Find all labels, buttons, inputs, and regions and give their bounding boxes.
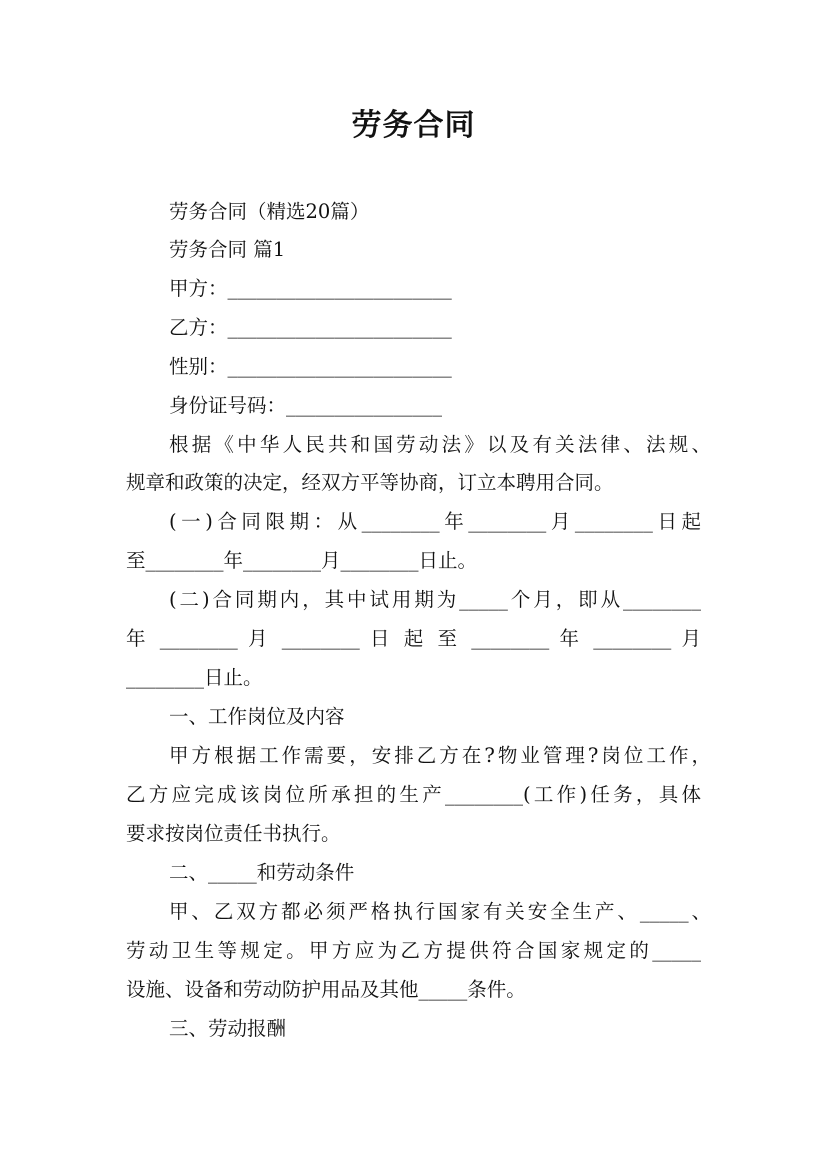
document-title: 劳务合同 bbox=[351, 108, 476, 143]
section-heading: 劳务合同 篇1 bbox=[169, 238, 286, 261]
body-line: 设施、设备和劳动防护用品及其他_____条件。 bbox=[126, 978, 526, 1001]
body-line: 甲、乙双方都必须严格执行国家有关安全生产、_____、 bbox=[169, 900, 711, 923]
gender-field: 性别：_______________________ bbox=[169, 355, 452, 378]
subtitle-line: 劳务合同（精选20篇） bbox=[169, 200, 370, 223]
body-line: 至________年________月________日止。 bbox=[126, 549, 478, 572]
body-line: 根据《中华人民共和国劳动法》以及有关法律、法规、 bbox=[169, 433, 711, 456]
body-line: (一)合同限期：从________年________月________日起 bbox=[169, 510, 701, 533]
party-b-field: 乙方：_______________________ bbox=[169, 316, 452, 339]
body-line: 甲方根据工作需要，安排乙方在?物业管理?岗位工作， bbox=[169, 744, 711, 767]
body-line: 劳动卫生等规定。甲方应为乙方提供符合国家规定的_____ bbox=[126, 939, 701, 962]
body-line: 乙方应完成该岗位所承担的生产________(工作)任务，具体 bbox=[126, 783, 701, 806]
id-number-field: 身份证号码：________________ bbox=[169, 394, 443, 417]
section-heading: 二、_____和劳动条件 bbox=[169, 861, 355, 884]
party-a-field: 甲方：_______________________ bbox=[169, 277, 452, 300]
body-line: (二)合同期内，其中试用期为_____个月，即从________ bbox=[169, 588, 701, 611]
section-heading: 一、工作岗位及内容 bbox=[169, 705, 345, 728]
body-line: 要求按岗位责任书执行。 bbox=[126, 822, 341, 845]
body-line: 规章和政策的决定，经双方平等协商，订立本聘用合同。 bbox=[126, 471, 614, 494]
section-heading: 三、劳动报酬 bbox=[169, 1017, 287, 1040]
body-line: 年 ________ 月 ________ 日 起 至 ________ 年 ________ 月 bbox=[126, 627, 701, 650]
body-line: ________日止。 bbox=[126, 666, 263, 689]
